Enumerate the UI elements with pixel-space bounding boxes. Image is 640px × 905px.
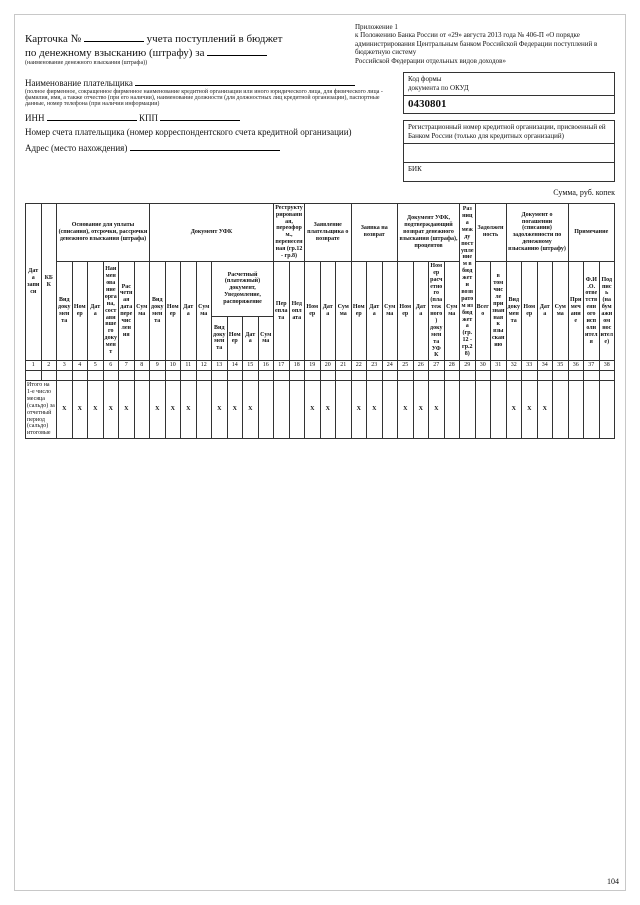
th-ufk-number: Номер <box>165 261 181 360</box>
data-cell-col-9[interactable] <box>150 371 166 381</box>
card-prefix: Карточка № <box>25 33 82 45</box>
th-basis-transfer-date: Расчетная дата перечисления <box>119 261 135 360</box>
th-calc-doc: Расчетный (платежный) документ, Уведомление, распоряжение <box>212 261 274 316</box>
total-cell-col-33: X <box>522 381 538 439</box>
data-cell-col-26[interactable] <box>413 371 429 381</box>
total-cell-col-7: X <box>119 381 135 439</box>
appendix-block <box>355 23 615 66</box>
th-ufk-doc: Документ УФК <box>150 203 274 261</box>
data-cell-col-13[interactable] <box>212 371 228 381</box>
header-row-2 <box>26 261 615 316</box>
th-calc-number: Номер <box>227 316 243 361</box>
appendix-line3: администрирования Центральным банком Российской Федерации поступлений в бюджетную систему <box>355 39 598 57</box>
column-number-12: 12 <box>196 361 212 371</box>
data-cell-col-21[interactable] <box>336 371 352 381</box>
th-date: Дата записи <box>26 203 42 361</box>
total-cell-col-9: X <box>150 381 166 439</box>
th-claim-date: Дата <box>320 261 336 360</box>
column-number-9: 9 <box>150 361 166 371</box>
column-number-21: 21 <box>336 361 352 371</box>
account-row <box>25 127 393 137</box>
total-cell-col-31 <box>491 381 507 439</box>
bank-box <box>403 120 615 182</box>
th-underpay: Недоплата <box>289 261 305 360</box>
column-number-13: 13 <box>212 361 228 371</box>
okud-box <box>403 72 615 114</box>
data-cell-col-30[interactable] <box>475 371 491 381</box>
data-cell-col-24[interactable] <box>382 371 398 381</box>
total-cell-col-37 <box>584 381 600 439</box>
total-cell-col-20: X <box>320 381 336 439</box>
data-cell-col-12[interactable] <box>196 371 212 381</box>
column-number-38: 38 <box>599 361 615 371</box>
total-cell-col-8 <box>134 381 150 439</box>
th-ufk-return: Документ УФК, подтверждающий возврат денежного взыскания (штрафа), процентов <box>398 203 460 261</box>
ledger-table <box>25 203 615 440</box>
total-cell-col-13: X <box>212 381 228 439</box>
data-cell-col-31[interactable] <box>491 371 507 381</box>
column-number-17: 17 <box>274 361 290 371</box>
th-wo-doc-type: Вид документа <box>506 261 522 360</box>
data-cell-col-25[interactable] <box>398 371 414 381</box>
total-cell-col-17 <box>274 381 290 439</box>
appendix-line1: Приложение 1 <box>355 23 398 31</box>
data-cell-col-22[interactable] <box>351 371 367 381</box>
data-cell-col-14[interactable] <box>227 371 243 381</box>
total-cell-col-3: X <box>57 381 73 439</box>
th-write-off: Документ о погашении (списании) задолженности по денежному взысканию (штрафу) <box>506 203 568 261</box>
total-cell-col-19: X <box>305 381 321 439</box>
card-middle-text: учета поступлений в бюджет по денежному взысканию (штрафу) <box>25 33 283 59</box>
data-cell-col-6[interactable] <box>103 371 119 381</box>
th-calc-doc-type: Вид документа <box>212 316 228 361</box>
inn-label: ИНН <box>25 113 45 123</box>
total-cell-col-27: X <box>429 381 445 439</box>
th-ufk-date: Дата <box>181 261 197 360</box>
address-row <box>25 141 393 153</box>
data-cell-col-20[interactable] <box>320 371 336 381</box>
data-cell-col-8[interactable] <box>134 371 150 381</box>
th-ufkret-settlement: Номер расчетного (платежного) документа УФК <box>429 261 445 360</box>
th-wo-number: Номер <box>522 261 538 360</box>
account-label: Номер счета плательщика (номер корреспондентского счета кредитной организации) <box>25 127 352 137</box>
kpp-field[interactable] <box>160 111 240 121</box>
column-number-row <box>26 361 615 371</box>
data-cell-col-33[interactable] <box>522 371 538 381</box>
total-cell-col-5: X <box>88 381 104 439</box>
appendix-line4: Российской Федерации отдельных видов доходов» <box>355 56 506 65</box>
column-number-36: 36 <box>568 361 584 371</box>
page-number: 104 <box>607 877 619 886</box>
th-wo-date: Дата <box>537 261 553 360</box>
data-cell-col-32[interactable] <box>506 371 522 381</box>
data-cell-col-36[interactable] <box>568 371 584 381</box>
column-number-37: 37 <box>584 361 600 371</box>
total-cell-col-16 <box>258 381 274 439</box>
th-claim-number: Номер <box>305 261 321 360</box>
total-cell-col-35 <box>553 381 569 439</box>
data-cell-col-27[interactable] <box>429 371 445 381</box>
data-cell-col-28[interactable] <box>444 371 460 381</box>
column-number-10: 10 <box>165 361 181 371</box>
th-return-claim: Заявка на возврат <box>351 203 398 261</box>
th-note: Примечание <box>568 203 615 261</box>
data-cell-col-5[interactable] <box>88 371 104 381</box>
okud-code: 0430801 <box>408 97 447 110</box>
column-number-30: 30 <box>475 361 491 371</box>
total-cell-col-29 <box>460 381 476 439</box>
total-cell-col-15: X <box>243 381 259 439</box>
data-cell-col-23[interactable] <box>367 371 383 381</box>
penalty-note: (наименование денежного взыскания (штрафа)) <box>25 60 148 66</box>
column-number-27: 27 <box>429 361 445 371</box>
total-cell-col-6: X <box>103 381 119 439</box>
total-cell-col-28 <box>444 381 460 439</box>
th-debt-collection: в том числе признанная к взысканию <box>491 261 507 360</box>
th-basis-doc-type: Вид документа <box>57 261 73 360</box>
data-cell-col-1[interactable] <box>26 371 42 381</box>
column-number-24: 24 <box>382 361 398 371</box>
card-za-field[interactable] <box>207 45 267 56</box>
column-number-28: 28 <box>444 361 460 371</box>
total-cell-col-23: X <box>367 381 383 439</box>
th-return-number: Номер <box>351 261 367 360</box>
column-number-4: 4 <box>72 361 88 371</box>
th-ufk-sum: Сумма <box>196 261 212 360</box>
th-basis-date: Дата <box>88 261 104 360</box>
address-label: Адрес (место нахождения) <box>25 143 128 153</box>
th-basis-number: Номер <box>72 261 88 360</box>
total-cell-col-26: X <box>413 381 429 439</box>
data-cell-col-37[interactable] <box>584 371 600 381</box>
total-label: Итого на 1-е число месяца (сальдо) за отчетный период (сальдо) итоговые <box>26 381 57 439</box>
data-cell-col-38[interactable] <box>599 371 615 381</box>
column-number-8: 8 <box>134 361 150 371</box>
total-cell-col-21 <box>336 381 352 439</box>
total-cell-col-12 <box>196 381 212 439</box>
th-basis-sum: Сумма <box>134 261 150 360</box>
total-cell-col-36 <box>568 381 584 439</box>
header-row <box>25 23 615 66</box>
total-row <box>26 381 615 439</box>
payer-name-row <box>25 76 393 88</box>
data-cell-col-7[interactable] <box>119 371 135 381</box>
inn-field[interactable] <box>47 111 137 121</box>
th-signature: Подпись (на бумажном носителе) <box>599 261 615 360</box>
column-number-25: 25 <box>398 361 414 371</box>
total-cell-col-34: X <box>537 381 553 439</box>
data-cell-col-18[interactable] <box>289 371 305 381</box>
total-cell-col-32: X <box>506 381 522 439</box>
data-cell-col-2[interactable] <box>41 371 57 381</box>
th-ufkret-sum: Сумма <box>444 261 460 360</box>
card-number-field[interactable] <box>84 31 144 42</box>
total-cell-col-10: X <box>165 381 181 439</box>
total-cell-col-18 <box>289 381 305 439</box>
th-diff: Разница между поступлением в бюджет и возвратом из бюджета (гр.12 - гр.28) <box>460 203 476 361</box>
column-number-18: 18 <box>289 361 305 371</box>
bik-label: БИК <box>408 164 422 173</box>
column-number-19: 19 <box>305 361 321 371</box>
th-basis: Основание для уплаты (списания), отсрочки, рассрочки денежного взыскания (штрафа) <box>57 203 150 261</box>
total-cell-col-14: X <box>227 381 243 439</box>
column-number-11: 11 <box>181 361 197 371</box>
okud-form-label: Код формы документа по ОКУД <box>404 73 614 96</box>
column-number-20: 20 <box>320 361 336 371</box>
column-number-5: 5 <box>88 361 104 371</box>
column-number-7: 7 <box>119 361 135 371</box>
column-number-3: 3 <box>57 361 73 371</box>
th-payer-claim: Заявление плательщика о возврате <box>305 203 352 261</box>
column-number-33: 33 <box>522 361 538 371</box>
payer-name-note: (полное фирменное, сокращенное фирменное наименование кредитной организации или иного юридического лица, для физического лица - фамилия, имя, а также отчество (при его наличии), наименование должности (для должностных лиц кредитной организации), паспортные данные, номер телефона (при наличии информации) <box>25 89 383 107</box>
card-title <box>25 31 285 59</box>
appendix-line2: к Положению Банка России от «29» августа 2013 года № 406-П «О порядке <box>355 31 580 40</box>
column-number-32: 32 <box>506 361 522 371</box>
th-ufkret-date: Дата <box>413 261 429 360</box>
th-return-sum: Сумма <box>382 261 398 360</box>
data-cell-col-29[interactable] <box>460 371 476 381</box>
th-basis-body: Наименование органа, составившего документ <box>103 261 119 360</box>
form-sheet <box>14 14 626 891</box>
card-za: за <box>195 47 205 59</box>
total-cell-col-25: X <box>398 381 414 439</box>
payer-block <box>25 72 393 182</box>
th-restructured: Реструктурированная, переоформ., перенесенная (гр.12 - гр.8) <box>274 203 305 261</box>
data-cell-col-17[interactable] <box>274 371 290 381</box>
column-number-23: 23 <box>367 361 383 371</box>
th-claim-sum: Сумма <box>336 261 352 360</box>
total-cell-col-30 <box>475 381 491 439</box>
column-number-35: 35 <box>553 361 569 371</box>
total-cell-col-22: X <box>351 381 367 439</box>
bank-reg-field[interactable] <box>404 144 614 163</box>
data-cell-col-11[interactable] <box>181 371 197 381</box>
column-number-34: 34 <box>537 361 553 371</box>
column-number-1: 1 <box>26 361 42 371</box>
codes-block <box>403 72 615 182</box>
table-row <box>26 371 615 381</box>
left-header <box>25 23 285 66</box>
total-cell-col-38 <box>599 381 615 439</box>
payer-name-label: Наименование плательщика <box>25 78 133 88</box>
column-number-16: 16 <box>258 361 274 371</box>
inn-kpp-row <box>25 111 393 123</box>
th-wo-sum: Сумма <box>553 261 569 360</box>
th-kbk: КБК <box>41 203 57 361</box>
th-executor: Ф.И.О. ответственного исполнителя <box>584 261 600 360</box>
data-cell-col-4[interactable] <box>72 371 88 381</box>
column-number-15: 15 <box>243 361 259 371</box>
payer-name-field[interactable] <box>135 76 355 86</box>
column-number-6: 6 <box>103 361 119 371</box>
data-cell-col-19[interactable] <box>305 371 321 381</box>
th-calc-sum: Сумма <box>258 316 274 361</box>
column-number-26: 26 <box>413 361 429 371</box>
th-ufk-doc-type: Вид документа <box>150 261 166 360</box>
total-cell-col-4: X <box>72 381 88 439</box>
units-label: Сумма, руб. копек <box>553 187 615 197</box>
data-cell-col-16[interactable] <box>258 371 274 381</box>
address-field[interactable] <box>130 141 280 151</box>
bank-reg-label: Регистрационный номер кредитной организации, присвоенный ей Банком России (только для кредитных организаций) <box>404 121 614 144</box>
th-note-sub: Примечание <box>568 261 584 360</box>
column-number-31: 31 <box>491 361 507 371</box>
data-cell-col-34[interactable] <box>537 371 553 381</box>
kpp-label: КПП <box>139 113 159 123</box>
th-debt: Задолженность <box>475 203 506 261</box>
data-cell-col-10[interactable] <box>165 371 181 381</box>
th-overpay: Переплата <box>274 261 290 360</box>
th-return-date: Дата <box>367 261 383 360</box>
header-row-1 <box>26 203 615 261</box>
th-ufkret-number: Номер <box>398 261 414 360</box>
payer-and-codes <box>25 72 615 182</box>
column-number-2: 2 <box>41 361 57 371</box>
data-cell-col-3[interactable] <box>57 371 73 381</box>
data-cell-col-15[interactable] <box>243 371 259 381</box>
th-calc-date: Дата <box>243 316 259 361</box>
total-cell-col-11: X <box>181 381 197 439</box>
column-number-14: 14 <box>227 361 243 371</box>
th-debt-total: Всего <box>475 261 491 360</box>
column-number-29: 29 <box>460 361 476 371</box>
data-cell-col-35[interactable] <box>553 371 569 381</box>
column-number-22: 22 <box>351 361 367 371</box>
total-cell-col-24 <box>382 381 398 439</box>
